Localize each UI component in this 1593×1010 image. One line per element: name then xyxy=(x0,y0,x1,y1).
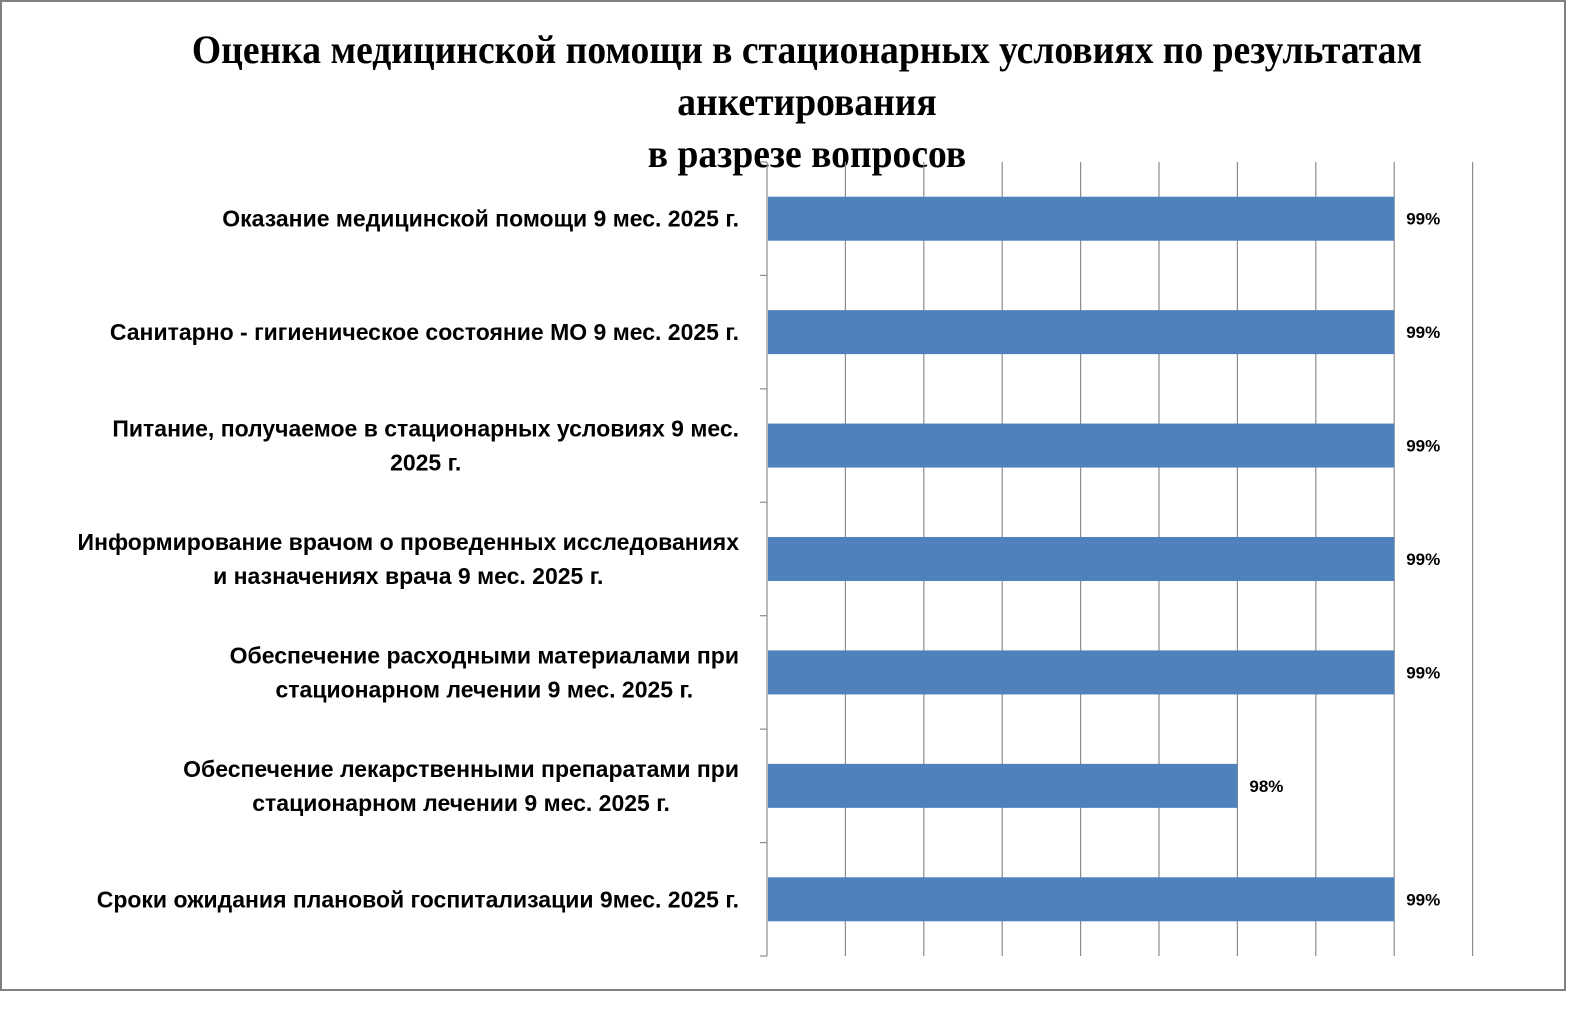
data-label: 99% xyxy=(1406,209,1441,229)
data-label: 99% xyxy=(1406,890,1441,910)
category-label xyxy=(222,206,739,232)
data-label: 99% xyxy=(1406,323,1441,343)
category-label xyxy=(183,756,739,816)
data-label: 99% xyxy=(1406,550,1441,569)
category-label xyxy=(230,642,739,702)
category-axis xyxy=(760,162,767,956)
category-label-line: Обеспечение лекарственными препаратами при xyxy=(183,755,739,782)
category-label xyxy=(97,886,739,912)
chart-title-line-1: Оценка медицинской помощи в стационарных условиях по результатам анкетирования xyxy=(191,27,1423,124)
data-label: 99% xyxy=(1406,436,1441,456)
category-label xyxy=(112,416,739,476)
category-label xyxy=(110,319,739,345)
category-label-line: Санитарно - гигиеническое состояние МО 9 мес. 2025 г. xyxy=(109,319,739,346)
bar xyxy=(768,424,1394,468)
data-label: 99% xyxy=(1406,663,1441,683)
category-label-line: Информирование врачом о проведенных исследованиях xyxy=(77,529,739,555)
data-label: 98% xyxy=(1249,776,1284,796)
category-labels xyxy=(78,206,740,913)
category-label xyxy=(78,529,740,589)
bar xyxy=(768,310,1394,354)
category-label-line: стационарном лечении 9 мес. 2025 г. xyxy=(275,676,694,703)
category-label-line: стационарном лечении 9 мес. 2025 г. xyxy=(252,789,670,816)
bar xyxy=(768,197,1394,241)
bar xyxy=(768,877,1394,921)
bar xyxy=(768,537,1394,581)
category-label-line: Обеспечение расходными материалами при xyxy=(229,642,739,669)
bar xyxy=(768,764,1237,808)
category-label-line: 2025 г. xyxy=(390,449,462,476)
chart-title-line-2: в разрезе вопросов xyxy=(647,131,967,176)
bar xyxy=(768,650,1394,694)
category-label-line: Питание, получаемое в стационарных условиях 9 мес. xyxy=(112,415,739,442)
category-label-line: Сроки ожидания плановой госпитализации 9мес. 2025 г. xyxy=(96,886,739,913)
category-label-line: Оказание медицинской помощи 9 мес. 2025 г. xyxy=(222,205,739,232)
category-label-line: и назначениях врача 9 мес. 2025 г. xyxy=(213,563,604,589)
